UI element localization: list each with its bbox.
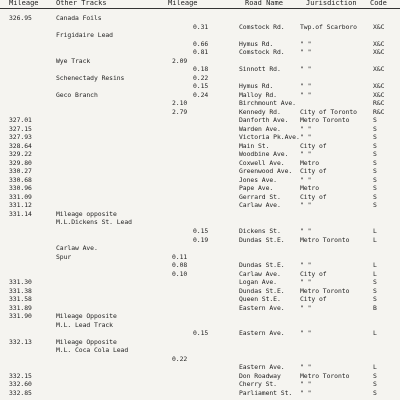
jurisdiction-cell: " "	[300, 380, 312, 389]
table-row	[0, 270, 400, 278]
table-row	[0, 23, 400, 31]
jurisdiction-cell: " "	[300, 227, 312, 235]
road-name-cell: Victoria Pk.Ave.	[239, 133, 300, 142]
road-name-cell: Dundas St.E.	[239, 235, 285, 244]
code-cell: S	[373, 167, 377, 176]
spur-mileage-cell: 0.22	[193, 73, 209, 82]
mileage-cell: 331.90	[9, 312, 32, 321]
table-row	[0, 31, 400, 39]
table-row	[0, 99, 400, 107]
jurisdiction-cell: City of	[300, 295, 327, 304]
table-row	[0, 150, 400, 158]
jurisdiction-cell: Metro Toronto	[300, 286, 350, 295]
mileage-cell: 331.58	[9, 295, 32, 304]
table-row	[0, 82, 400, 90]
code-cell: X&C	[373, 48, 385, 57]
code-cell: R&C	[373, 107, 385, 116]
other-track-cell: Schenectady Resins	[56, 73, 125, 82]
spur-mileage-cell: 0.15	[193, 227, 209, 235]
road-name-cell: Kennedy Rd.	[239, 107, 281, 116]
road-name-cell: Dundas St.E.	[239, 261, 285, 270]
code-cell: S	[373, 380, 377, 389]
table-row	[0, 338, 400, 346]
mileage-cell: 331.89	[9, 303, 32, 312]
road-name-cell: Parliament St.	[239, 388, 293, 397]
other-track-cell: Spur	[56, 252, 72, 261]
road-name-cell: Carlaw Ave.	[239, 201, 281, 210]
jurisdiction-cell: " "	[300, 39, 312, 48]
table-row	[0, 176, 400, 184]
spur-mileage-cell: 0.18	[193, 65, 209, 74]
header-road-name: Road Name	[245, 0, 283, 7]
road-name-cell: Birchmount Ave.	[239, 99, 296, 108]
road-name-cell: Cherry St.	[239, 380, 277, 389]
table-row	[0, 142, 400, 150]
jurisdiction-cell: Metro	[300, 158, 319, 167]
road-name-cell: Hymus Rd.	[239, 39, 274, 48]
other-track-cell: Mileage Opposite	[56, 337, 117, 346]
table-row	[0, 91, 400, 99]
spur-mileage-cell: 0.15	[193, 82, 209, 91]
table-row	[0, 227, 400, 235]
road-name-cell: Queen St.E.	[239, 295, 281, 304]
table-row	[0, 57, 400, 65]
header-mileage-2: Mileage	[168, 0, 198, 7]
road-name-cell: Warden Ave.	[239, 124, 281, 133]
table-row	[0, 321, 400, 329]
other-track-cell: Mileage opposite	[56, 209, 117, 218]
jurisdiction-cell: " "	[300, 90, 312, 99]
road-name-cell: Gerrard St.	[239, 192, 281, 201]
track-mileage-cell: 2.09	[172, 56, 188, 65]
table-row	[0, 389, 400, 397]
code-cell: S	[373, 133, 377, 142]
jurisdiction-cell: Metro Toronto	[300, 116, 350, 125]
code-cell: L	[373, 269, 377, 278]
table-row	[0, 40, 400, 48]
table-row	[0, 74, 400, 82]
code-cell: S	[373, 141, 377, 150]
table-row	[0, 210, 400, 218]
code-cell: L	[373, 227, 377, 235]
code-cell: S	[373, 286, 377, 295]
road-name-cell: Comstock Rd.	[239, 22, 285, 31]
mileage-cell: 331.38	[9, 286, 32, 295]
other-track-cell: M.L.Dickens St. Lead	[56, 218, 132, 227]
mileage-cell: 326.95	[9, 14, 32, 22]
mileage-cell: 327.93	[9, 133, 32, 142]
code-cell: S	[373, 201, 377, 210]
road-name-cell: Comstock Rd.	[239, 48, 285, 57]
table-row	[0, 108, 400, 116]
table-row	[0, 253, 400, 261]
table-row	[0, 380, 400, 388]
mileage-cell: 332.13	[9, 337, 32, 346]
table-row	[0, 312, 400, 320]
table-row	[0, 125, 400, 133]
mileage-cell: 330.27	[9, 167, 32, 176]
jurisdiction-cell: " "	[300, 175, 312, 184]
table-row	[0, 261, 400, 269]
track-mileage-cell: 2.10	[172, 99, 188, 108]
jurisdiction-cell: " "	[300, 82, 312, 91]
track-mileage-cell: 2.79	[172, 107, 188, 116]
jurisdiction-cell: " "	[300, 48, 312, 57]
road-name-cell: Don Roadway	[239, 371, 281, 380]
road-name-cell: Coxwell Ave.	[239, 158, 285, 167]
spur-mileage-cell: 0.15	[193, 329, 209, 338]
jurisdiction-cell: " "	[300, 363, 312, 372]
road-name-cell: Eastern Ave.	[239, 329, 285, 338]
code-cell: S	[373, 388, 377, 397]
code-cell: X&C	[373, 90, 385, 99]
road-name-cell: Carlaw Ave.	[239, 269, 281, 278]
jurisdiction-cell: " "	[300, 261, 312, 270]
other-track-cell: Frigidaire Lead	[56, 31, 113, 40]
table-row	[0, 244, 400, 252]
table-row	[0, 218, 400, 226]
other-track-cell: Carlaw Ave.	[56, 244, 98, 253]
road-name-cell: Logan Ave.	[239, 278, 277, 287]
code-cell: R&C	[373, 99, 385, 108]
table-row	[0, 287, 400, 295]
table-row	[0, 329, 400, 337]
code-cell: X&C	[373, 65, 385, 74]
mileage-cell: 331.30	[9, 278, 32, 287]
jurisdiction-cell: " "	[300, 124, 312, 133]
jurisdiction-cell: Metro Toronto	[300, 371, 350, 380]
code-cell: L	[373, 363, 377, 372]
road-name-cell: Malloy Rd.	[239, 90, 277, 99]
code-cell: S	[373, 192, 377, 201]
track-mileage-cell: 0.22	[172, 354, 188, 363]
table-row	[0, 48, 400, 56]
jurisdiction-cell: " "	[300, 329, 312, 338]
jurisdiction-cell: " "	[300, 133, 312, 142]
track-mileage-cell: 0.10	[172, 269, 188, 278]
spur-mileage-cell: 0.31	[193, 22, 209, 31]
jurisdiction-cell: Metro Toronto	[300, 235, 350, 244]
code-cell: S	[373, 150, 377, 159]
road-name-cell: Dundas St.E.	[239, 286, 285, 295]
header-code: Code	[370, 0, 387, 7]
jurisdiction-cell: " "	[300, 303, 312, 312]
jurisdiction-cell: " "	[300, 150, 312, 159]
road-name-cell: Main St.	[239, 141, 270, 150]
jurisdiction-cell: Twp.of Scarboro	[300, 22, 357, 31]
jurisdiction-cell: " "	[300, 388, 312, 397]
jurisdiction-cell: City of Toronto	[300, 107, 357, 116]
road-name-cell: Pape Ave.	[239, 184, 274, 193]
code-cell: L	[373, 235, 377, 244]
other-track-cell: M.L. Lead Track	[56, 320, 113, 329]
code-cell: S	[373, 278, 377, 287]
table-row	[0, 355, 400, 363]
table-row	[0, 304, 400, 312]
table-row	[0, 14, 400, 22]
table-row	[0, 65, 400, 73]
header-jurisdiction: Jurisdiction	[306, 0, 357, 7]
mileage-cell: 327.15	[9, 124, 32, 133]
road-name-cell: Sinnott Rd.	[239, 65, 281, 74]
road-name-cell: Hymus Rd.	[239, 82, 274, 91]
jurisdiction-cell: " "	[300, 201, 312, 210]
other-track-cell: Wye Track	[56, 56, 91, 65]
jurisdiction-cell: City of	[300, 269, 327, 278]
road-name-cell: Dickens St.	[239, 227, 281, 235]
code-cell: B	[373, 303, 377, 312]
table-row	[0, 159, 400, 167]
other-track-cell: Geco Branch	[56, 90, 98, 99]
code-cell: S	[373, 295, 377, 304]
other-track-cell: Mileage Opposite	[56, 312, 117, 321]
table-row	[0, 116, 400, 124]
table-row	[0, 201, 400, 209]
code-cell: S	[373, 124, 377, 133]
table-row	[0, 295, 400, 303]
jurisdiction-cell: City of	[300, 141, 327, 150]
header-rule	[0, 8, 400, 9]
code-cell: X&C	[373, 39, 385, 48]
table-row	[0, 184, 400, 192]
other-track-cell: Canada Foils	[56, 14, 102, 22]
mileage-cell: 328.64	[9, 141, 32, 150]
code-cell: S	[373, 371, 377, 380]
table-row	[0, 346, 400, 354]
spur-mileage-cell: 0.24	[193, 90, 209, 99]
code-cell: S	[373, 158, 377, 167]
jurisdiction-cell: City of	[300, 192, 327, 201]
mileage-cell: 330.96	[9, 184, 32, 193]
mileage-cell: 332.15	[9, 371, 32, 380]
mileage-cell: 327.01	[9, 116, 32, 125]
road-name-cell: Danforth Ave.	[239, 116, 289, 125]
code-cell: X&C	[373, 82, 385, 91]
header-mileage: Mileage	[9, 0, 39, 7]
spur-mileage-cell: 0.81	[193, 48, 209, 57]
road-name-cell: Greenwood Ave.	[239, 167, 293, 176]
header-other-tracks: Other Tracks	[56, 0, 107, 7]
code-cell: X&C	[373, 22, 385, 31]
mileage-cell: 332.85	[9, 388, 32, 397]
mileage-cell: 329.80	[9, 158, 32, 167]
mileage-cell: 330.68	[9, 175, 32, 184]
mileage-cell: 331.09	[9, 192, 32, 201]
table-row	[0, 236, 400, 244]
jurisdiction-cell: " "	[300, 65, 312, 74]
mileage-cell: 329.22	[9, 150, 32, 159]
jurisdiction-cell: City of	[300, 167, 327, 176]
table-row	[0, 278, 400, 286]
jurisdiction-cell: Metro	[300, 184, 319, 193]
road-name-cell: Eastern Ave.	[239, 363, 285, 372]
jurisdiction-cell: " "	[300, 278, 312, 287]
table-row	[0, 133, 400, 141]
code-cell: S	[373, 175, 377, 184]
road-name-cell: Woodbine Ave.	[239, 150, 289, 159]
code-cell: L	[373, 329, 377, 338]
table-row	[0, 193, 400, 201]
table-row	[0, 167, 400, 175]
spur-mileage-cell: 0.66	[193, 39, 209, 48]
table-row	[0, 372, 400, 380]
other-track-cell: M.L. Coca Cola Lead	[56, 346, 129, 355]
track-mileage-cell: 0.08	[172, 261, 188, 270]
mileage-cell: 331.14	[9, 209, 32, 218]
code-cell: S	[373, 116, 377, 125]
road-name-cell: Eastern Ave.	[239, 303, 285, 312]
road-name-cell: Jones Ave.	[239, 175, 277, 184]
mileage-cell: 332.60	[9, 380, 32, 389]
mileage-cell: 331.12	[9, 201, 32, 210]
code-cell: L	[373, 261, 377, 270]
code-cell: S	[373, 184, 377, 193]
track-mileage-cell: 0.11	[172, 252, 188, 261]
table-row	[0, 363, 400, 371]
spur-mileage-cell: 0.19	[193, 235, 209, 244]
